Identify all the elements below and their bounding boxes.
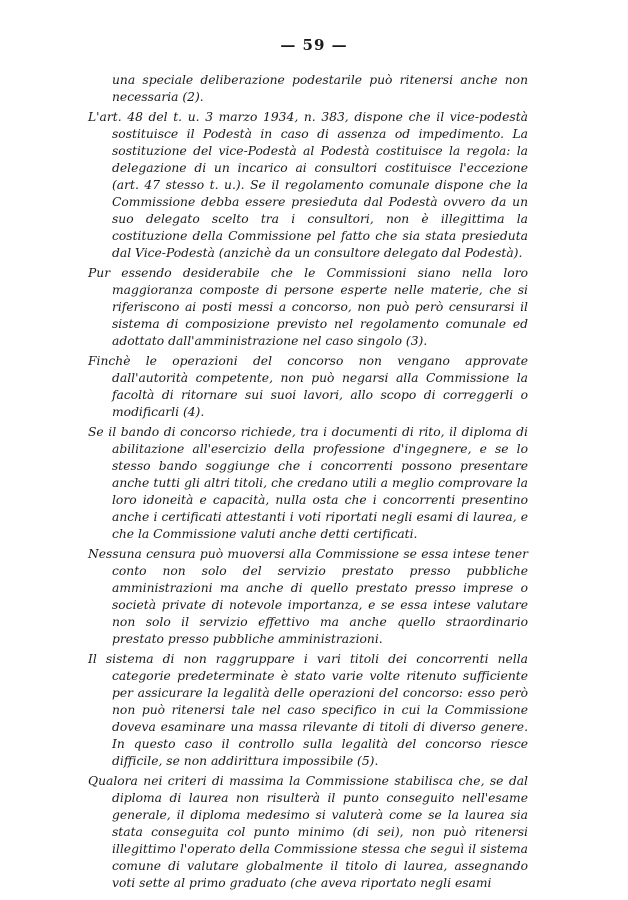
paragraph-3: Pur essendo desiderabile che le Commissioni siano nella loro maggioranza composte di persone esperte nelle materie, che si riferiscono ai posti messi a concorso, non può però censurarsi il sistema di composizione previsto nel regolamento comunale ed adottato dall'amministrazione nel caso singolo (3). [88,266,528,348]
page-number: — 59 — [280,36,348,54]
page-body [88,72,528,895]
paragraph-4: Finchè le operazioni del concorso non vengano approvate dall'autorità competente, non può negarsi alla Commissione la facoltà di ritornare sui suoi lavori, allo scopo di correggerli o modificarli (4). [88,354,528,419]
paragraph-7: Il sistema di non raggruppare i vari titoli dei concorrenti nella categorie predeterminate è stato varie volte ritenuto sufficiente per assicurare la legalità delle operazioni del concorso: esso però non può ritenersi tale nel caso specifico in cui la Commissione doveva esaminare una massa rilevante di titoli di diverso genere. In questo caso il controllo sulla legalità del concorso riesce difficile, se non addirittura impossibile (5). [88,652,528,768]
paragraph-2: L'art. 48 del t. u. 3 marzo 1934, n. 383, dispone che il vice-podestà sostituisce il Podestà in caso di assenza od impedimento. La sostituzione del vice-Podestà al Podestà costituisce la regola: la delegazione di un incarico ai consultori costituisce l'eccezione (art. 47 stesso t. u.). Se il regolamento comunale dispone che la Commissione debba essere presieduta dal Podestà ovvero da un suo delegato scelto tra i consultori, non è illegittima la costituzione della Commissione pel fatto che sia stata presieduta dal Vice-Podestà (anzichè da un consultore delegato dal Podestà). [88,110,528,260]
paragraph-5: Se il bando di concorso richiede, tra i documenti di rito, il diploma di abilitazione all'esercizio della professione d'ingegnere, e se lo stesso bando soggiunge che i concorrenti possono presentare anche tutti gli altri titoli, che credano utili a meglio comprovare la loro idoneità e capacità, nulla osta che i concorrenti presentino anche i certificati attestanti i voti riportati negli esami di laurea, e che la Commissione valuti anche detti certificati. [88,425,528,541]
paragraph-6: Nessuna censura può muoversi alla Commissione se essa intese tener conto non solo del servizio prestato presso pubbliche amministrazioni ma anche di quello prestato presso imprese o società private di notevole importanza, e se essa intese valutare non solo il servizio effettivo ma anche quello straordinario prestato presso pubbliche amministrazioni. [88,547,528,646]
paragraph-8: Qualora nei criteri di massima la Commissione stabilisca che, se dal diploma di laurea non risulterà il punto conseguito nell'esame generale, il diploma medesimo si valuterà come se la laurea sia stata conseguita col punto minimo (di sei), non può ritenersi illegittimo l'operato della Commissione stessa che seguì il sistema comune di valutare globalmente il titolo di laurea, assegnando voti sette al primo graduato (che aveva riportato negli esami [88,774,528,890]
paragraph-1: una speciale deliberazione podestarile può ritenersi anche non necessaria (2). [112,73,528,104]
